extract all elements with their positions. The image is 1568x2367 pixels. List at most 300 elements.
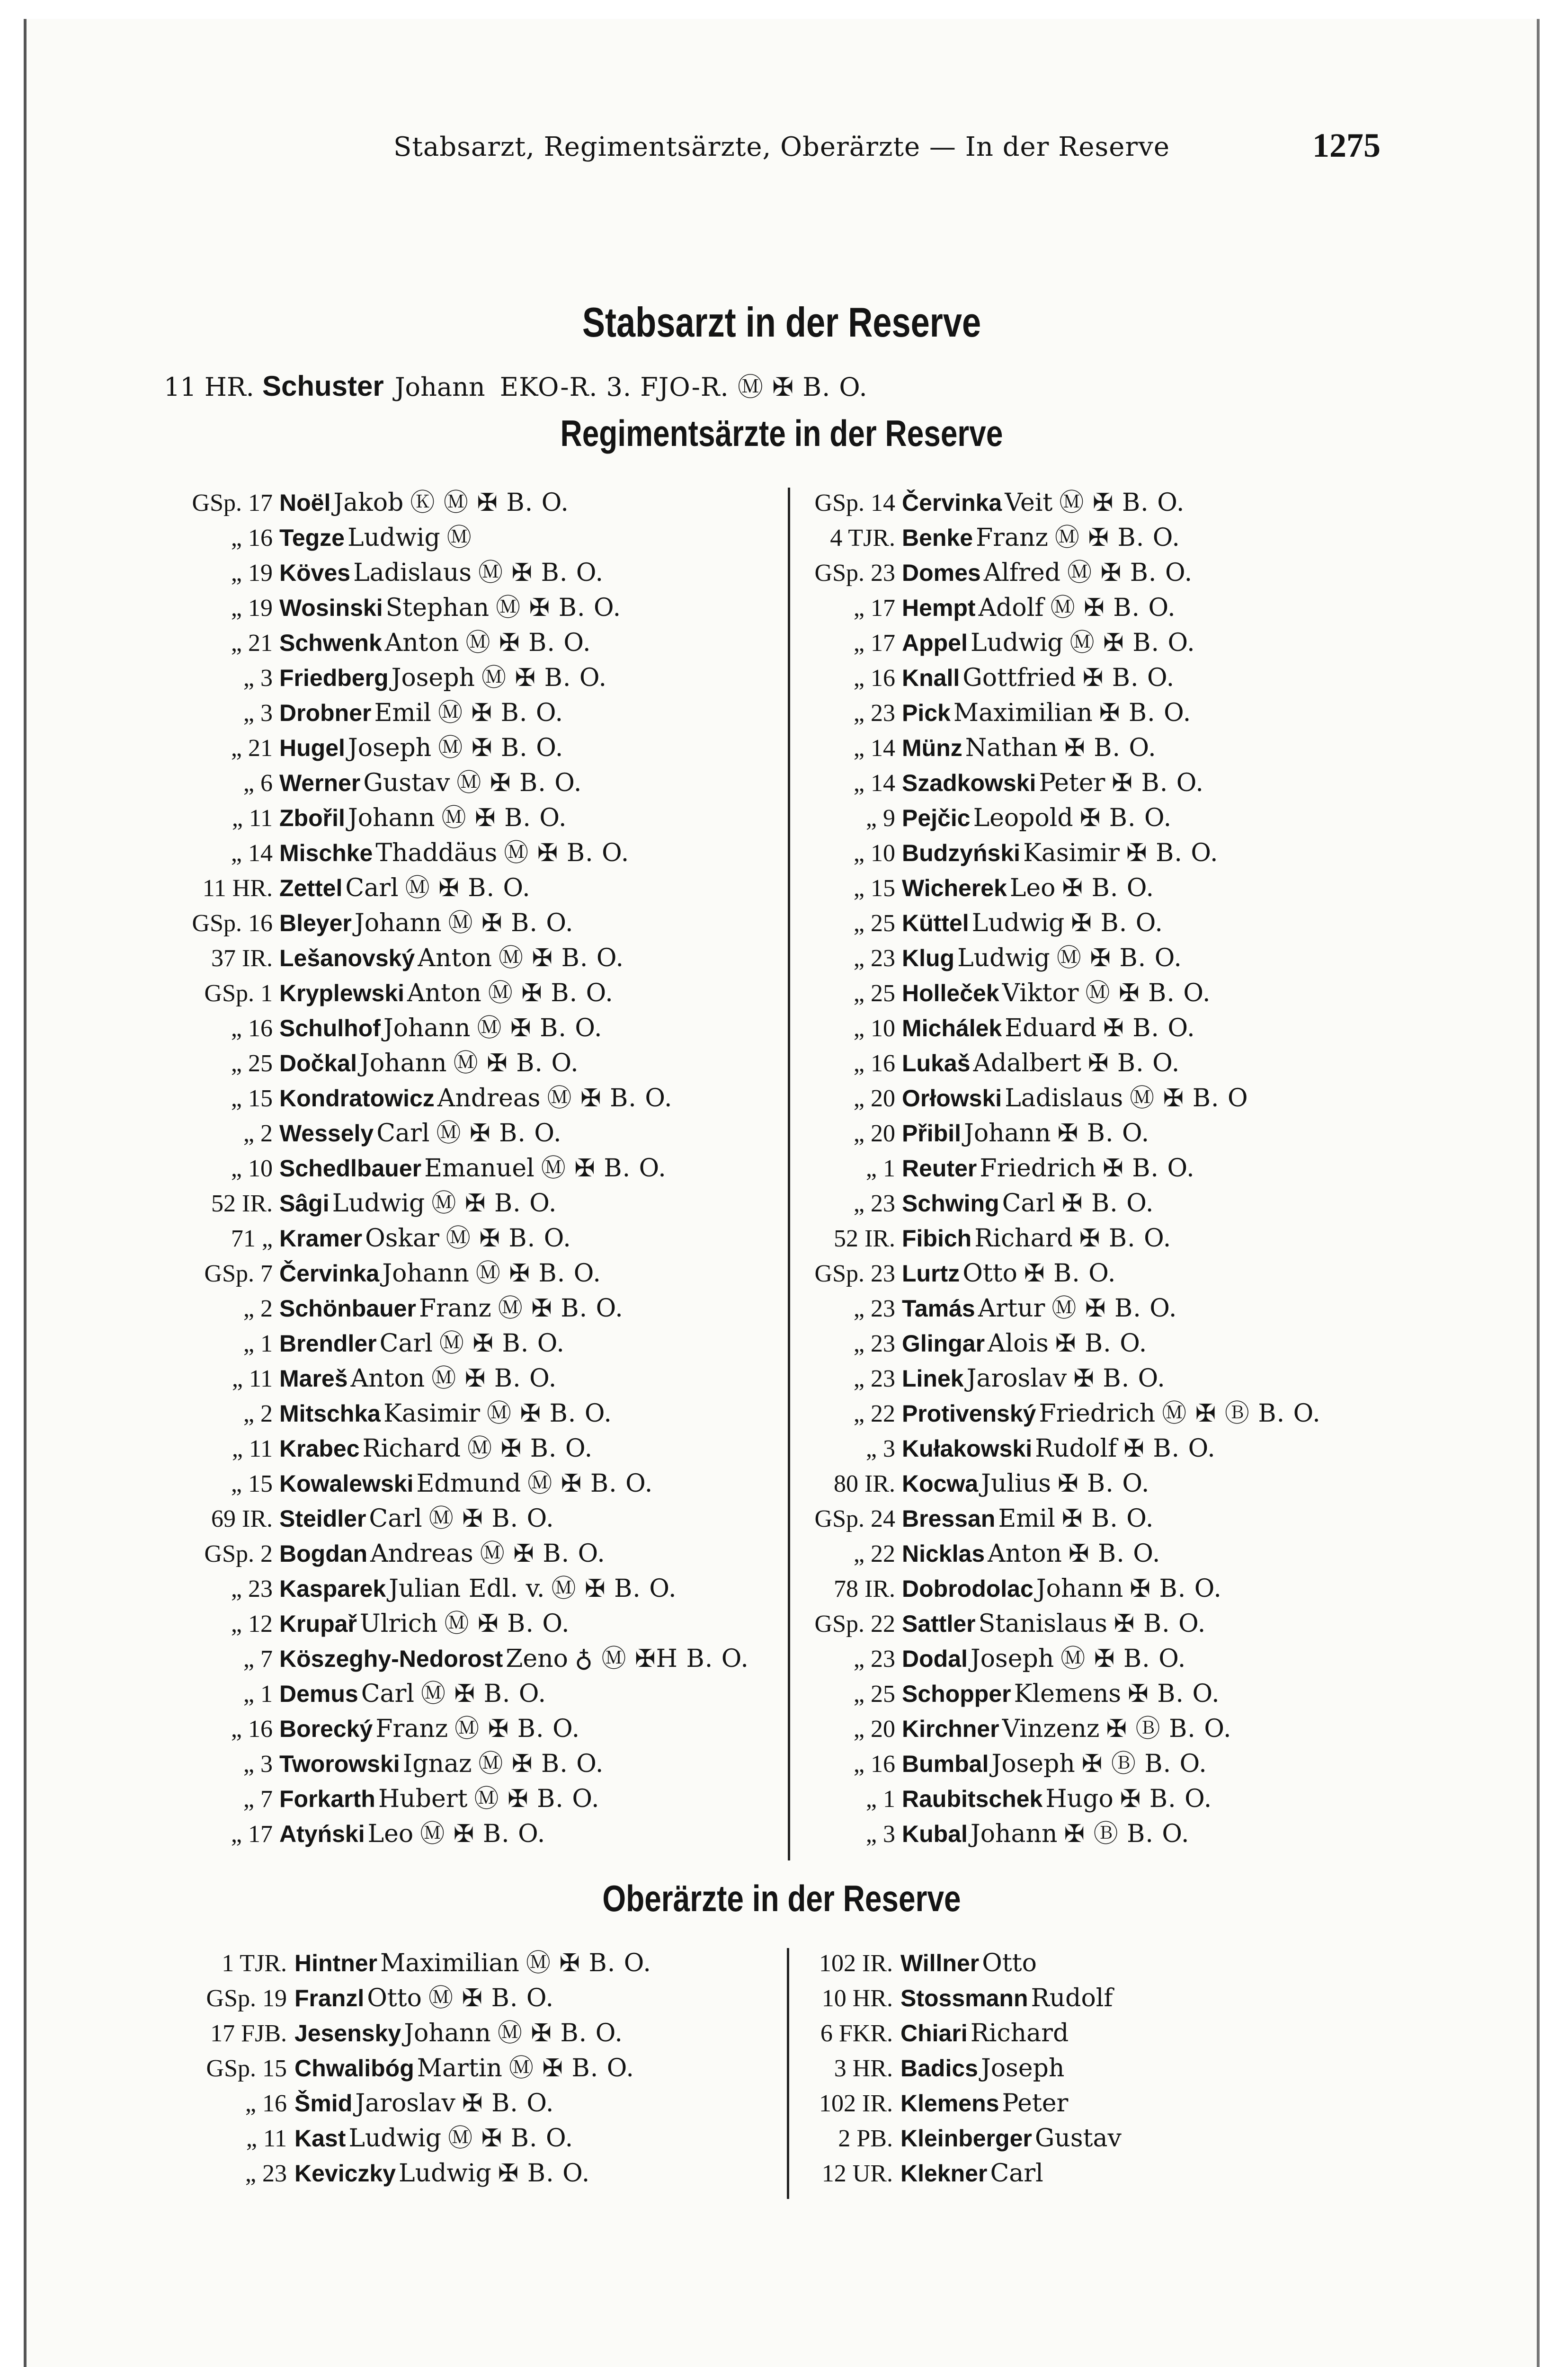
- section-title-oberaerzte: Oberärzte in der Reserve: [602, 1878, 961, 1919]
- entry-decorations: ✠ B. O.: [1079, 1224, 1172, 1253]
- entry-surname: Jesensky: [294, 2020, 401, 2047]
- entry-unit: „ 22: [853, 1540, 895, 1567]
- entry-surname: Bleyer: [279, 910, 352, 936]
- entry-unit: „ 22: [853, 1400, 895, 1427]
- list-entry: [164, 1046, 784, 1081]
- list-entry: [169, 2156, 775, 2191]
- entry-unit: 6 FKR.: [820, 2020, 893, 2047]
- entry-decorations: Ⓜ ✠ B. O.: [448, 2124, 574, 2153]
- entry-given-name: Klemens: [1014, 1680, 1122, 1708]
- entry-unit: „ 21: [231, 630, 273, 657]
- entry-surname: Fibich: [902, 1225, 972, 1252]
- entry-surname: Dočkal: [279, 1050, 357, 1077]
- entry-given-name: Franz: [976, 524, 1048, 552]
- entry-unit: „ 3: [243, 1751, 273, 1778]
- entry-surname: Stossmann: [900, 1985, 1028, 2011]
- list-entry: [793, 1981, 1409, 2016]
- entry-unit: 52 IR.: [211, 1190, 273, 1217]
- entry-surname: Kocwa: [902, 1470, 979, 1497]
- regiment-list-left: [164, 485, 784, 1851]
- entry-decorations: Ⓜ ✠ B. O.: [467, 1434, 593, 1463]
- entry-surname: Domes: [902, 560, 981, 586]
- entry-given-name: Ludwig: [347, 524, 440, 552]
- entry-decorations: Ⓜ: [446, 524, 472, 552]
- entry-given-name: Gustav: [363, 769, 450, 797]
- list-entry: [793, 695, 1409, 730]
- entry-unit: 69 IR.: [211, 1505, 273, 1532]
- entry-given-name: Oskar: [365, 1224, 439, 1253]
- entry-surname: Lukaš: [902, 1050, 971, 1077]
- entry-unit: „ 20: [853, 1085, 895, 1112]
- list-entry: [164, 1501, 784, 1536]
- entry-surname: Kryplewski: [279, 980, 405, 1006]
- entry-given-name: Ladislaus: [353, 559, 472, 587]
- section-title-stabsarzt: Stabsarzt in der Reserve: [582, 299, 981, 346]
- list-entry: [164, 1186, 784, 1221]
- entry-unit: 37 IR.: [211, 945, 273, 972]
- section-title-regimentsaerzte: Regimentsärzte in der Reserve: [560, 412, 1003, 454]
- entry-given-name: Gustav: [1034, 2124, 1122, 2153]
- entry-unit: „ 10: [853, 1015, 895, 1042]
- entry-given-name: Peter: [1002, 2089, 1069, 2118]
- entry-unit: „ 23: [853, 700, 895, 727]
- list-entry: [793, 1746, 1409, 1781]
- entry-unit: „ 7: [243, 1786, 273, 1813]
- entry-decorations: ✠ B. O.: [1112, 769, 1204, 797]
- entry-decorations: ✠ B. O.: [1055, 1329, 1148, 1358]
- list-entry: [164, 1781, 784, 1816]
- entry-surname: Schönbauer: [279, 1295, 416, 1322]
- entry-given-name: Martin: [417, 2054, 502, 2082]
- entry-surname: Klemens: [900, 2090, 999, 2117]
- entry-given-name: Carl: [990, 2159, 1043, 2188]
- entry-decorations: Ⓜ ✠ B. O.: [480, 1539, 606, 1568]
- entry-given-name: Carl: [345, 874, 399, 902]
- entry-surname: Schwenk: [279, 630, 382, 656]
- list-entry: [793, 520, 1409, 555]
- entry-surname: Bogdan: [279, 1540, 368, 1567]
- list-entry: [793, 1256, 1409, 1291]
- entry-given-name: Stephan: [385, 594, 490, 622]
- entry-decorations: Ⓜ ✠ B. O.: [405, 874, 531, 902]
- entry-surname: Klekner: [900, 2160, 988, 2187]
- list-entry: [164, 1361, 784, 1396]
- entry-decorations: EKO-R. 3. FJO-R. Ⓜ ✠ B. O.: [499, 372, 868, 402]
- entry-given-name: Andreas: [370, 1539, 473, 1568]
- list-entry: [793, 1326, 1409, 1361]
- entry-given-name: Anton: [350, 1364, 425, 1393]
- entry-given-name: Joseph: [991, 1750, 1075, 1778]
- entry-decorations: Ⓜ ✠ B. O.: [1050, 594, 1176, 622]
- entry-decorations: Ⓜ ✠ B. O.: [428, 1504, 554, 1533]
- list-entry: [793, 485, 1409, 520]
- entry-given-name: Carl: [379, 1329, 433, 1358]
- entry-given-name: Carl: [376, 1119, 430, 1148]
- list-entry: [793, 1676, 1409, 1711]
- entry-surname: Noël: [279, 489, 331, 516]
- entry-given-name: Johann: [359, 1049, 447, 1077]
- list-entry: [164, 555, 784, 590]
- entry-surname: Reuter: [902, 1155, 977, 1182]
- entry-given-name: Thaddäus: [375, 839, 498, 867]
- entry-surname: Michálek: [902, 1015, 1002, 1041]
- entry-surname: Klug: [902, 945, 955, 971]
- entry-given-name: Anton: [407, 979, 481, 1007]
- entry-unit: „ 16: [231, 1015, 273, 1042]
- list-entry: [793, 1046, 1409, 1081]
- list-entry: [164, 590, 784, 625]
- entry-surname: Hugel: [279, 735, 345, 761]
- entry-given-name: Ignaz: [402, 1750, 472, 1778]
- entry-surname: Mareš: [279, 1365, 348, 1392]
- list-entry: [164, 485, 784, 520]
- entry-surname: Küttel: [902, 910, 969, 936]
- entry-unit: „ 25: [853, 1681, 895, 1708]
- entry-decorations: ✠ B. O.: [1057, 1119, 1150, 1148]
- entry-unit: 12 UR.: [821, 2160, 893, 2187]
- list-entry: [793, 2121, 1409, 2156]
- list-entry: [793, 1571, 1409, 1606]
- entry-decorations: Ⓜ ✠ B. O.: [1051, 1294, 1177, 1323]
- entry-decorations: Ⓜ ✠ B. O.: [421, 1680, 547, 1708]
- entry-unit: „ 17: [231, 1821, 273, 1848]
- list-entry: [164, 1466, 784, 1501]
- entry-surname: Sâgi: [279, 1190, 330, 1217]
- entry-surname: Mischke: [279, 840, 373, 866]
- entry-decorations: ✠ B. O.: [1099, 699, 1192, 727]
- entry-unit: GSp. 2: [204, 1540, 273, 1567]
- list-entry: [164, 801, 784, 836]
- entry-surname: Kleinberger: [900, 2125, 1032, 2152]
- list-entry: [164, 1011, 784, 1046]
- entry-given-name: Franz: [375, 1715, 448, 1743]
- entry-decorations: Ⓜ ✠ B. O.: [431, 1364, 557, 1393]
- list-entry: [793, 941, 1409, 976]
- list-entry: [793, 1816, 1409, 1851]
- entry-surname: Sattler: [902, 1611, 976, 1637]
- oberarzt-list-right: [793, 1946, 1409, 2191]
- entry-decorations: Ⓜ ✠ B. O.: [428, 1984, 554, 2012]
- entry-decorations: ✠ B. O.: [1120, 1785, 1212, 1813]
- entry-surname: Kasparek: [279, 1575, 386, 1602]
- entry-decorations: Ⓜ ✠ B. O.: [1059, 489, 1185, 517]
- entry-unit: „ 11: [232, 1435, 273, 1462]
- entry-unit: „ 23: [853, 1646, 895, 1673]
- entry-decorations: ✠ B. O.: [1128, 1680, 1220, 1708]
- entry-unit: „ 16: [245, 2090, 287, 2117]
- list-entry: [793, 1946, 1409, 1981]
- entry-decorations: Ⓜ ✠ B. O.: [498, 1294, 624, 1323]
- entry-decorations: Ⓜ ✠ B. O.: [478, 1750, 604, 1778]
- list-entry: [169, 1981, 775, 2016]
- entry-decorations: ✠ B. O.: [1123, 1434, 1216, 1463]
- entry-surname: Hempt: [902, 595, 976, 621]
- entry-decorations: Ⓜ ✠ B. O.: [438, 699, 564, 727]
- entry-decorations: ✠ Ⓑ B. O.: [1081, 1750, 1207, 1778]
- entry-unit: „ 14: [231, 840, 273, 867]
- entry-surname: Linek: [902, 1365, 964, 1392]
- entry-given-name: Johann: [404, 2019, 491, 2047]
- entry-decorations: ✠ B. O.: [1062, 874, 1154, 902]
- entry-decorations: Ⓜ ✠ B. O.: [496, 594, 622, 622]
- entry-unit: „ 14: [853, 735, 895, 762]
- entry-given-name: Adalbert: [973, 1049, 1081, 1077]
- entry-given-name: Veit: [1005, 489, 1053, 517]
- entry-decorations: ♁ Ⓜ ✠H B. O.: [574, 1645, 749, 1673]
- entry-given-name: Friedrich: [1039, 1399, 1156, 1428]
- entry-decorations: Ⓜ ✠ B. O.: [508, 2054, 634, 2082]
- entry-decorations: ✠ B. O.: [1071, 909, 1163, 937]
- entry-unit: „ 25: [853, 910, 895, 937]
- list-entry: [164, 520, 784, 555]
- entry-surname: Willner: [900, 1950, 980, 1976]
- entry-given-name: Alois: [988, 1329, 1049, 1358]
- entry-unit: „ 10: [853, 840, 895, 867]
- entry-surname: Atyński: [279, 1821, 365, 1847]
- list-entry: [164, 1571, 784, 1606]
- entry-surname: Lurtz: [902, 1260, 960, 1287]
- list-entry: [164, 1291, 784, 1326]
- entry-surname: Hintner: [294, 1950, 377, 1976]
- entry-given-name: Hubert: [378, 1785, 468, 1813]
- list-entry: [793, 1501, 1409, 1536]
- entry-given-name: Andreas: [437, 1084, 541, 1112]
- list-entry: [164, 625, 784, 660]
- entry-unit: „ 23: [853, 1330, 895, 1357]
- entry-given-name: Eduard: [1005, 1014, 1097, 1042]
- entry-surname: Nicklas: [902, 1540, 985, 1567]
- entry-decorations: Ⓜ ✠ B. O.: [444, 1610, 570, 1638]
- list-entry: [793, 1466, 1409, 1501]
- list-entry: [793, 1396, 1409, 1431]
- entry-unit: „ 23: [853, 1295, 895, 1322]
- list-entry: [793, 1186, 1409, 1221]
- list-entry: [793, 2051, 1409, 2086]
- entry-unit: „ 14: [853, 770, 895, 797]
- running-head: Stabsarzt, Regimentsärzte, Oberärzte — In der Reserve: [393, 132, 1170, 162]
- entry-given-name: Anton: [988, 1539, 1062, 1568]
- entry-unit: „ 10: [231, 1155, 273, 1182]
- entry-surname: Protivenský: [902, 1400, 1036, 1427]
- entry-given-name: Alfred: [983, 559, 1061, 587]
- entry-given-name: Joseph: [391, 664, 475, 692]
- entry-decorations: Ⓜ ✠ B. O.: [448, 909, 574, 937]
- oberarzt-list-left: [169, 1946, 775, 2191]
- entry-given-name: Rudolf: [1031, 1984, 1113, 2012]
- entry-decorations: Ⓜ ✠ B. O.: [431, 1189, 557, 1218]
- list-entry: [793, 765, 1409, 801]
- list-entry: [164, 1816, 784, 1851]
- entry-unit: 4 TJR.: [830, 525, 895, 552]
- list-entry: [793, 1116, 1409, 1151]
- entry-given-name: Ludwig: [399, 2159, 491, 2188]
- entry-decorations: Ⓜ ✠ B. O.: [438, 734, 564, 762]
- entry-unit: 102 IR.: [819, 2090, 893, 2117]
- entry-decorations: Ⓜ ✠ B. O.: [445, 1224, 571, 1253]
- entry-surname: Badics: [900, 2055, 978, 2082]
- entry-given-name: Johann: [1036, 1575, 1123, 1603]
- list-entry: [164, 871, 784, 906]
- entry-decorations: ✠ B. O.: [462, 2089, 554, 2118]
- list-entry: [164, 1081, 784, 1116]
- entry-unit: GSp. 15: [206, 2055, 287, 2082]
- entry-decorations: Ⓜ ✠ B. O.: [477, 1014, 603, 1042]
- entry-surname: Krabec: [279, 1435, 360, 1462]
- entry-surname: Demus: [279, 1681, 358, 1707]
- entry-unit: „ 2: [243, 1120, 273, 1147]
- entry-decorations: Ⓜ ✠ B. O.: [1085, 979, 1211, 1007]
- entry-decorations: ✠ B. O.: [1126, 839, 1219, 867]
- entry-decorations: Ⓜ ✠ B. O.: [1060, 1645, 1186, 1673]
- entry-given-name: Carl: [361, 1680, 415, 1708]
- list-entry: [793, 836, 1409, 871]
- list-entry: [164, 695, 784, 730]
- entry-decorations: ✠ Ⓑ B. O.: [1106, 1715, 1232, 1743]
- entry-unit: „ 16: [853, 665, 895, 692]
- entry-unit: GSp. 19: [206, 1985, 287, 2012]
- entry-given-name: Ludwig: [970, 629, 1063, 657]
- entry-unit: „ 2: [243, 1295, 273, 1322]
- column-divider: [788, 488, 790, 1860]
- entry-given-name: Joseph: [970, 1645, 1054, 1673]
- entry-unit: „ 25: [231, 1050, 273, 1077]
- list-entry: [793, 1536, 1409, 1571]
- entry-unit: „ 2: [243, 1400, 273, 1427]
- entry-unit: 52 IR.: [834, 1225, 895, 1252]
- entry-surname: Kondratowicz: [279, 1085, 435, 1112]
- entry-given-name: Johann: [347, 804, 435, 832]
- entry-surname: Kowalewski: [279, 1470, 414, 1497]
- list-entry: [164, 1746, 784, 1781]
- entry-given-name: Artur: [978, 1294, 1045, 1323]
- entry-unit: „ 23: [853, 945, 895, 972]
- entry-surname: Holleček: [902, 980, 999, 1006]
- list-entry: [793, 801, 1409, 836]
- entry-given-name: Richard: [970, 2019, 1069, 2047]
- entry-decorations: Ⓜ ✠ B. O.: [497, 2019, 623, 2047]
- entry-unit: GSp. 1: [204, 980, 273, 1007]
- entry-decorations: ✠ B. O.: [1068, 1539, 1161, 1568]
- entry-decorations: Ⓜ ✠ Ⓑ B. O.: [1162, 1399, 1321, 1428]
- entry-decorations: Ⓜ ✠ B. O.: [453, 1049, 579, 1077]
- entry-unit: „ 23: [245, 2160, 287, 2187]
- entry-unit: „ 6: [243, 770, 273, 797]
- entry-unit: „ 1: [865, 1155, 895, 1182]
- list-entry: [164, 1326, 784, 1361]
- entry-surname: Kast: [294, 2125, 346, 2152]
- entry-unit: GSp. 17: [192, 489, 273, 516]
- entry-unit: GSp. 14: [814, 489, 895, 516]
- entry-surname: Szadkowski: [902, 770, 1036, 796]
- entry-given-name: Richard: [974, 1224, 1073, 1253]
- list-entry: [793, 555, 1409, 590]
- entry-decorations: ✠ B. O.: [1103, 1154, 1195, 1183]
- list-entry: [793, 1011, 1409, 1046]
- entry-given-name: Rudolf: [1035, 1434, 1117, 1463]
- entry-given-name: Carl: [369, 1504, 422, 1533]
- list-entry: [164, 730, 784, 765]
- entry-given-name: Otto: [367, 1984, 422, 2012]
- entry-given-name: Emanuel: [424, 1154, 535, 1183]
- entry-decorations: Ⓜ ✠ B. O.: [1056, 944, 1182, 972]
- list-entry: [793, 730, 1409, 765]
- page: [24, 19, 1540, 2367]
- list-entry: [164, 1711, 784, 1746]
- entry-surname: Raubitschek: [902, 1786, 1043, 1812]
- entry-unit: „ 3: [865, 1435, 895, 1462]
- entry-surname: Červinka: [902, 489, 1002, 516]
- entry-unit: „ 9: [865, 805, 895, 832]
- list-entry: [164, 941, 784, 976]
- entry-surname: Köves: [279, 560, 351, 586]
- entry-surname: Glingar: [902, 1330, 985, 1357]
- entry-surname: Schopper: [902, 1681, 1011, 1707]
- entry-decorations: Ⓚ Ⓜ ✠ B. O.: [410, 489, 569, 517]
- entry-given-name: Jakob: [333, 489, 404, 517]
- list-entry: [164, 1536, 784, 1571]
- entry-decorations: Ⓜ ✠ B. O.: [551, 1575, 677, 1603]
- entry-surname: Wessely: [279, 1120, 374, 1147]
- entry-given-name: Leo: [1009, 874, 1056, 902]
- entry-given-name: Peter: [1039, 769, 1105, 797]
- entry-given-name: Jaroslav: [966, 1364, 1067, 1393]
- list-entry: [793, 1606, 1409, 1641]
- entry-decorations: Ⓜ ✠ B. O.: [481, 664, 607, 692]
- list-entry: [164, 660, 784, 695]
- entry-given-name: Otto: [962, 1259, 1017, 1288]
- entry-unit: „ 23: [853, 1190, 895, 1217]
- entry-decorations: Ⓜ ✠ B. O.: [1069, 629, 1195, 657]
- list-entry: [793, 1781, 1409, 1816]
- entry-decorations: Ⓜ ✠ B. O.: [478, 559, 604, 587]
- entry-given-name: Johann: [382, 1259, 469, 1288]
- entry-decorations: Ⓜ ✠ B. O.: [488, 979, 614, 1007]
- list-entry: [793, 1431, 1409, 1466]
- list-entry: [793, 590, 1409, 625]
- entry-surname: Krupař: [279, 1611, 357, 1637]
- entry-decorations: ✠ B. O.: [1073, 1364, 1166, 1393]
- entry-decorations: ✠ B. O.: [498, 2159, 590, 2188]
- entry-decorations: ✠ B. O.: [1082, 664, 1175, 692]
- entry-surname: Tegze: [279, 525, 345, 551]
- entry-given-name: Leopold: [973, 804, 1073, 832]
- entry-decorations: Ⓜ ✠ B. O.: [541, 1154, 667, 1183]
- list-entry: [793, 2016, 1409, 2051]
- entry-unit: „ 7: [243, 1646, 273, 1673]
- entry-surname: Brendler: [279, 1330, 377, 1357]
- entry-decorations: Ⓜ ✠ B. O.: [439, 1329, 565, 1358]
- stabsarzt-entry: [164, 367, 868, 403]
- entry-surname: Zbořil: [279, 805, 345, 831]
- entry-surname: Budzyński: [902, 840, 1021, 866]
- entry-surname: Keviczky: [294, 2160, 396, 2187]
- list-entry: [793, 1641, 1409, 1676]
- entry-unit: 10 HR.: [821, 1985, 893, 2012]
- entry-surname: Kramer: [279, 1225, 363, 1252]
- entry-decorations: ✠ B. O.: [1061, 1504, 1154, 1533]
- list-entry: [793, 1221, 1409, 1256]
- entry-surname: Drobner: [279, 700, 372, 726]
- entry-decorations: Ⓜ ✠ B. O.: [441, 804, 567, 832]
- entry-unit: „ 20: [853, 1716, 895, 1743]
- entry-unit: GSp. 23: [814, 560, 895, 587]
- entry-decorations: Ⓜ ✠ B. O.: [420, 1820, 546, 1848]
- list-entry: [169, 2086, 775, 2121]
- entry-surname: Friedberg: [279, 665, 389, 691]
- entry-decorations: ✠ B. O.: [1024, 1259, 1116, 1288]
- column-divider: [787, 1948, 789, 2199]
- entry-surname: Červinka: [279, 1260, 380, 1287]
